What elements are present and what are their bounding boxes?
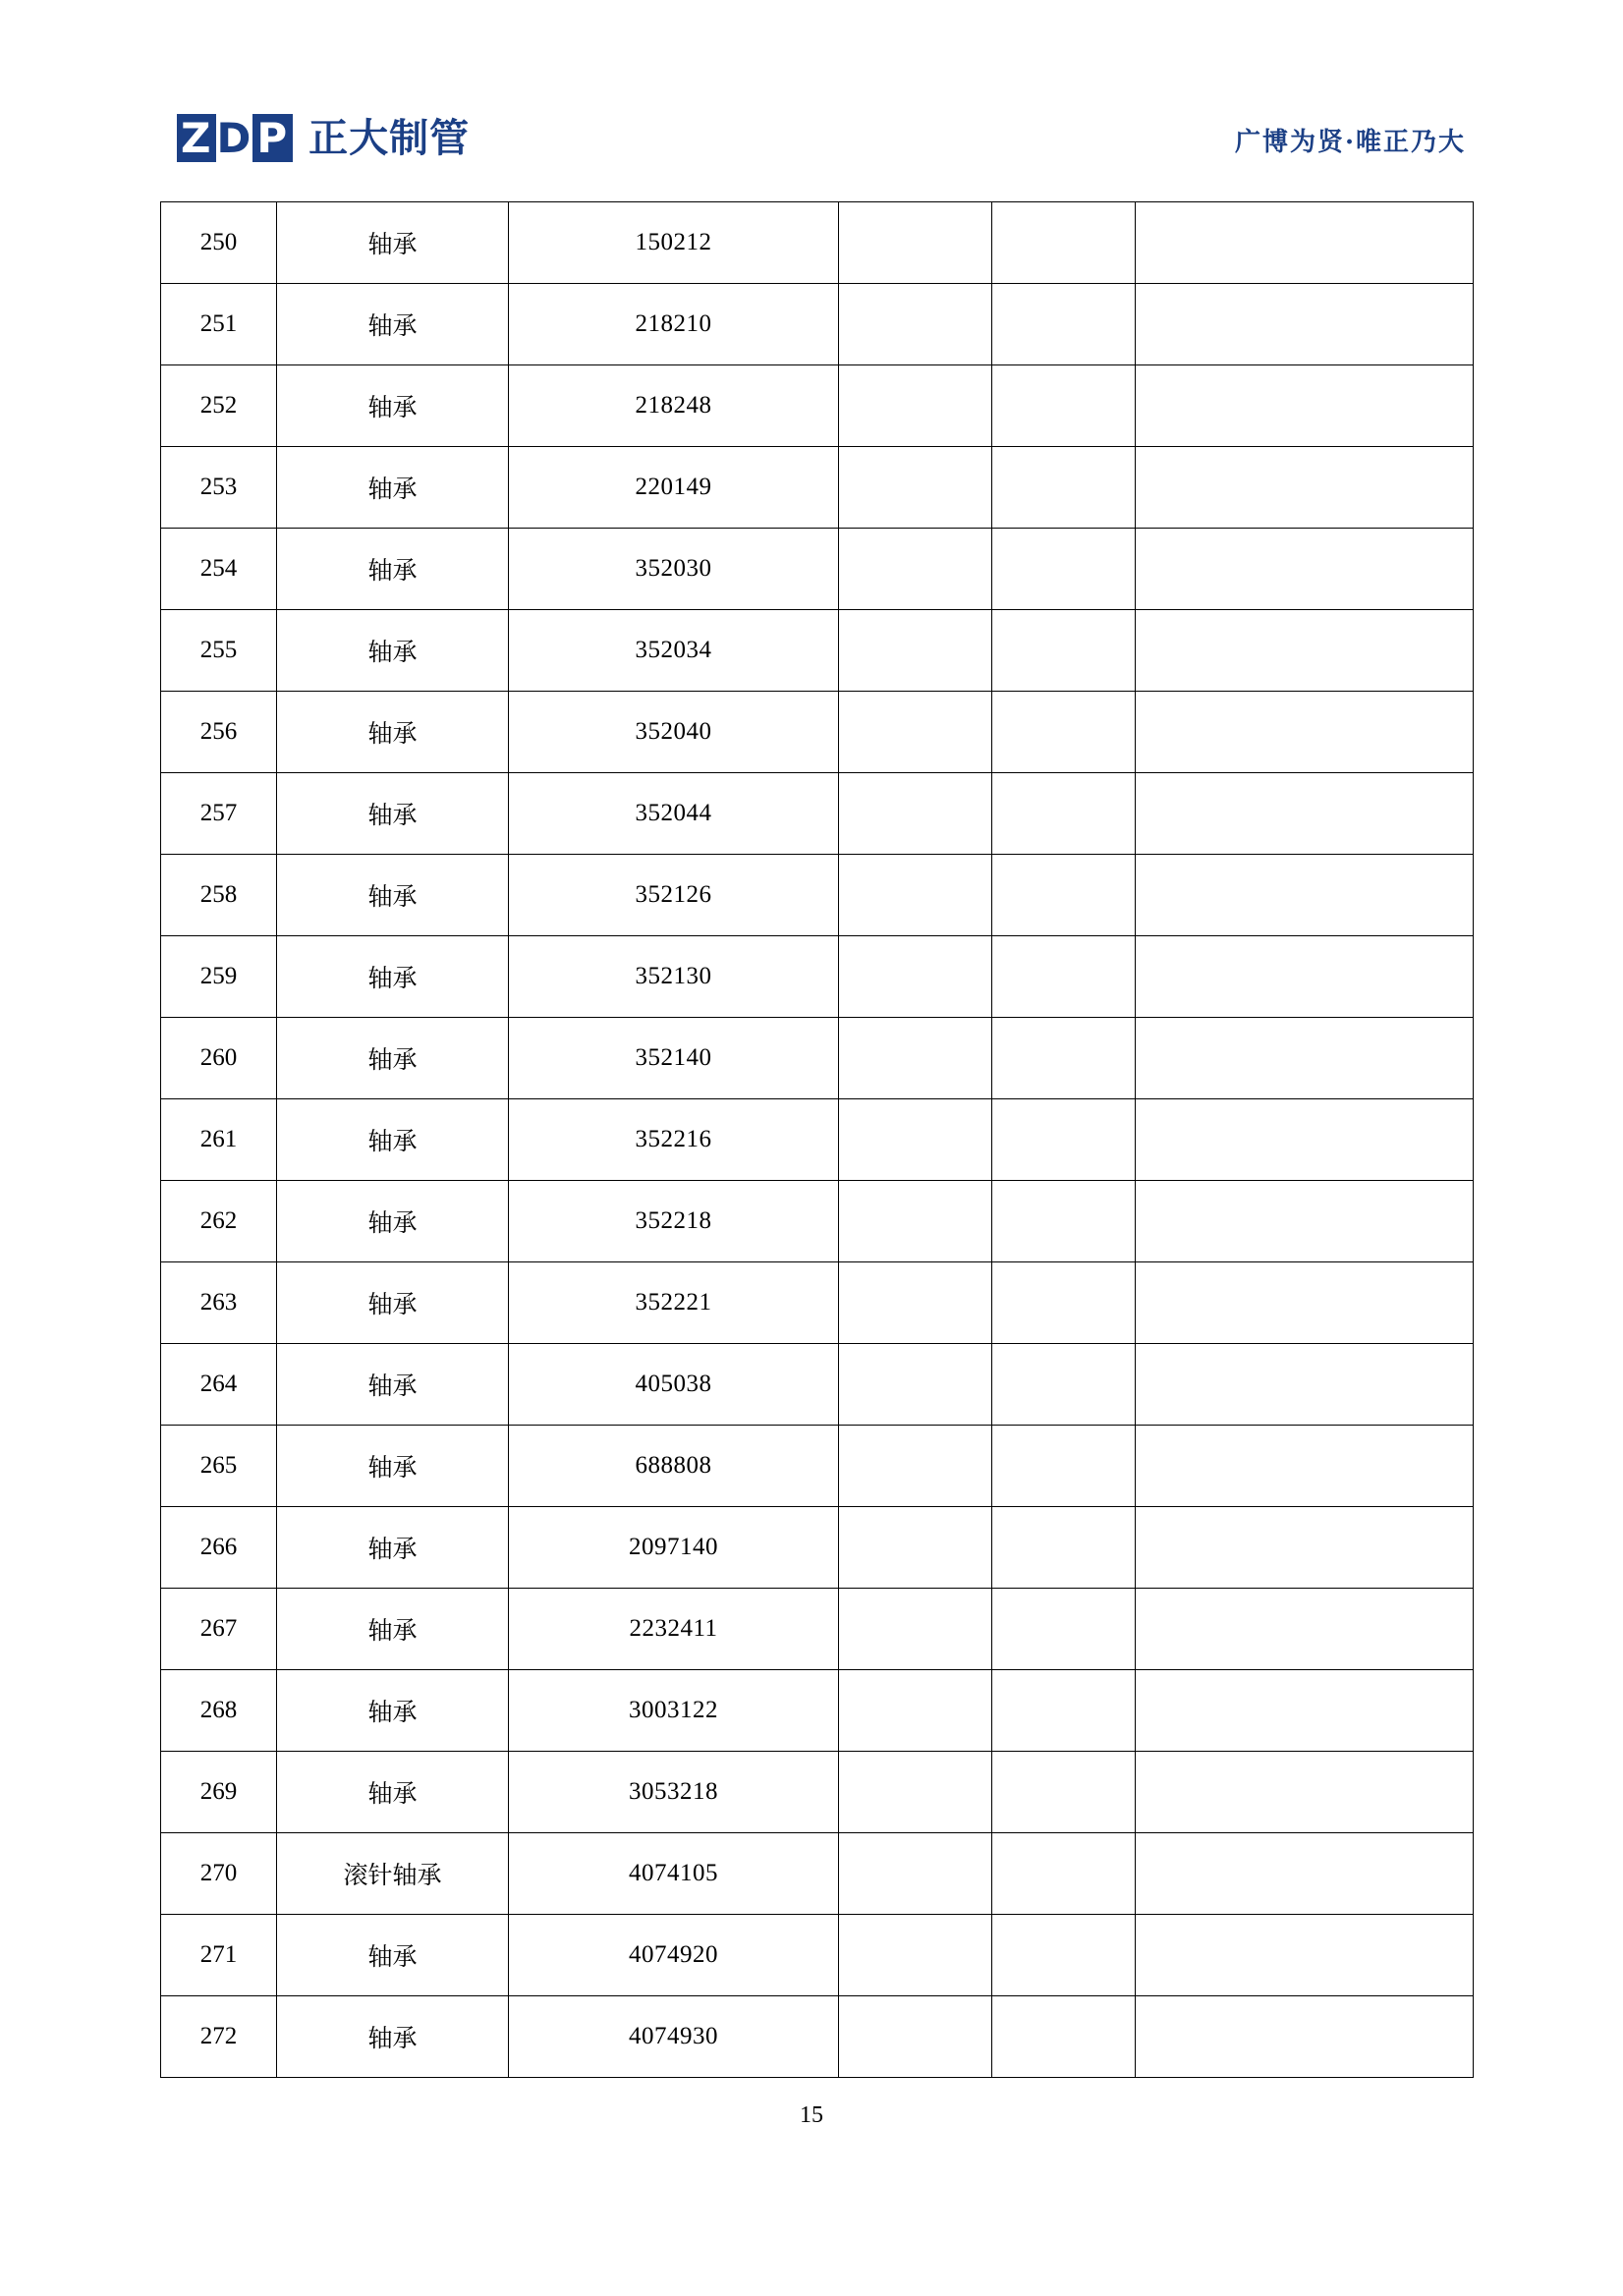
cell-note [1136, 1344, 1474, 1426]
cell-note [1136, 1670, 1474, 1752]
cell-index: 251 [161, 284, 277, 365]
table-row [161, 1996, 1474, 2078]
cell-index: 269 [161, 1752, 277, 1833]
logo-letter-z: Z [177, 114, 216, 162]
cell-col4 [839, 1344, 992, 1426]
cell-col4 [839, 1507, 992, 1589]
cell-index: 266 [161, 1507, 277, 1589]
cell-spec: 352130 [509, 936, 839, 1018]
cell-col4 [839, 1915, 992, 1996]
table-row [161, 529, 1474, 610]
cell-col4 [839, 1262, 992, 1344]
cell-col4 [839, 1099, 992, 1181]
cell-index: 258 [161, 855, 277, 936]
cell-spec: 352044 [509, 773, 839, 855]
table-row [161, 202, 1474, 284]
table-row [161, 1181, 1474, 1262]
table-row [161, 1426, 1474, 1507]
cell-col4 [839, 447, 992, 529]
cell-col5 [992, 1344, 1136, 1426]
cell-note [1136, 365, 1474, 447]
cell-note [1136, 284, 1474, 365]
table-row [161, 1018, 1474, 1099]
cell-index: 262 [161, 1181, 277, 1262]
cell-part-name: 滚针轴承 [277, 1833, 509, 1915]
cell-col4 [839, 1181, 992, 1262]
cell-index: 265 [161, 1426, 277, 1507]
cell-col4 [839, 692, 992, 773]
table-row [161, 1099, 1474, 1181]
cell-spec: 352040 [509, 692, 839, 773]
cell-col5 [992, 855, 1136, 936]
cell-col5 [992, 529, 1136, 610]
cell-part-name: 轴承 [277, 1752, 509, 1833]
cell-col5 [992, 447, 1136, 529]
page-number: 15 [800, 2102, 823, 2128]
cell-spec: 352140 [509, 1018, 839, 1099]
cell-note [1136, 1589, 1474, 1670]
cell-spec: 2097140 [509, 1507, 839, 1589]
table-row [161, 1833, 1474, 1915]
cell-spec: 352221 [509, 1262, 839, 1344]
cell-col5 [992, 610, 1136, 692]
cell-part-name: 轴承 [277, 1262, 509, 1344]
cell-part-name: 轴承 [277, 529, 509, 610]
company-logo [175, 116, 470, 161]
cell-spec: 2232411 [509, 1589, 839, 1670]
cell-index: 263 [161, 1262, 277, 1344]
logo-letter-p: P [252, 114, 293, 162]
cell-note [1136, 1833, 1474, 1915]
cell-index: 252 [161, 365, 277, 447]
cell-col4 [839, 529, 992, 610]
cell-col4 [839, 365, 992, 447]
cell-part-name: 轴承 [277, 202, 509, 284]
table-row [161, 1589, 1474, 1670]
cell-index: 257 [161, 773, 277, 855]
cell-note [1136, 773, 1474, 855]
cell-col5 [992, 1099, 1136, 1181]
cell-spec: 3053218 [509, 1752, 839, 1833]
cell-col5 [992, 1915, 1136, 1996]
table-row [161, 365, 1474, 447]
cell-note [1136, 692, 1474, 773]
cell-col4 [839, 1589, 992, 1670]
cell-index: 255 [161, 610, 277, 692]
table-row [161, 1262, 1474, 1344]
cell-note [1136, 447, 1474, 529]
cell-index: 261 [161, 1099, 277, 1181]
cell-note [1136, 610, 1474, 692]
cell-note [1136, 1262, 1474, 1344]
table-row [161, 284, 1474, 365]
cell-index: 250 [161, 202, 277, 284]
cell-index: 254 [161, 529, 277, 610]
cell-col5 [992, 284, 1136, 365]
cell-part-name: 轴承 [277, 1426, 509, 1507]
cell-index: 272 [161, 1996, 277, 2078]
cell-note [1136, 529, 1474, 610]
table-row [161, 936, 1474, 1018]
cell-spec: 4074920 [509, 1915, 839, 1996]
cell-spec: 150212 [509, 202, 839, 284]
table-row [161, 1670, 1474, 1752]
cell-col5 [992, 1752, 1136, 1833]
cell-spec: 352216 [509, 1099, 839, 1181]
cell-note [1136, 1915, 1474, 1996]
cell-note [1136, 1426, 1474, 1507]
cell-spec: 220149 [509, 447, 839, 529]
cell-col5 [992, 936, 1136, 1018]
cell-note [1136, 1181, 1474, 1262]
cell-part-name: 轴承 [277, 284, 509, 365]
cell-note [1136, 855, 1474, 936]
cell-index: 260 [161, 1018, 277, 1099]
page-footer [0, 2102, 1623, 2129]
cell-col4 [839, 1018, 992, 1099]
cell-col5 [992, 692, 1136, 773]
cell-note [1136, 1996, 1474, 2078]
table-row [161, 773, 1474, 855]
company-slogan: 广博为贤·唯正乃大 [1234, 128, 1466, 157]
cell-col4 [839, 1833, 992, 1915]
cell-part-name: 轴承 [277, 1507, 509, 1589]
cell-note [1136, 1507, 1474, 1589]
cell-index: 256 [161, 692, 277, 773]
cell-part-name: 轴承 [277, 1589, 509, 1670]
cell-spec: 352030 [509, 529, 839, 610]
cell-part-name: 轴承 [277, 1996, 509, 2078]
cell-spec: 3003122 [509, 1670, 839, 1752]
table-row [161, 1752, 1474, 1833]
cell-index: 267 [161, 1589, 277, 1670]
cell-index: 259 [161, 936, 277, 1018]
cell-col5 [992, 365, 1136, 447]
cell-note [1136, 202, 1474, 284]
cell-part-name: 轴承 [277, 773, 509, 855]
cell-part-name: 轴承 [277, 1344, 509, 1426]
cell-spec: 352034 [509, 610, 839, 692]
cell-spec: 218210 [509, 284, 839, 365]
table-row [161, 1344, 1474, 1426]
cell-note [1136, 936, 1474, 1018]
logo-letter-d: D [216, 114, 253, 162]
cell-note [1136, 1752, 1474, 1833]
cell-part-name: 轴承 [277, 936, 509, 1018]
cell-spec: 405038 [509, 1344, 839, 1426]
table-row [161, 1507, 1474, 1589]
cell-col4 [839, 1426, 992, 1507]
zdp-logo-icon [175, 116, 297, 161]
cell-part-name: 轴承 [277, 1915, 509, 1996]
table-row [161, 1915, 1474, 1996]
company-name: 正大制管 [308, 116, 471, 161]
cell-part-name: 轴承 [277, 1099, 509, 1181]
cell-note [1136, 1099, 1474, 1181]
cell-spec: 4074105 [509, 1833, 839, 1915]
cell-col4 [839, 855, 992, 936]
cell-col5 [992, 773, 1136, 855]
cell-col5 [992, 202, 1136, 284]
table-row [161, 447, 1474, 529]
cell-spec: 352218 [509, 1181, 839, 1262]
cell-part-name: 轴承 [277, 610, 509, 692]
cell-note [1136, 1018, 1474, 1099]
cell-part-name: 轴承 [277, 692, 509, 773]
cell-spec: 352126 [509, 855, 839, 936]
cell-spec: 688808 [509, 1426, 839, 1507]
cell-index: 264 [161, 1344, 277, 1426]
cell-col5 [992, 1589, 1136, 1670]
cell-col4 [839, 610, 992, 692]
parts-table-container [160, 201, 1467, 2078]
cell-part-name: 轴承 [277, 1670, 509, 1752]
cell-col5 [992, 1670, 1136, 1752]
cell-col4 [839, 284, 992, 365]
table-row [161, 610, 1474, 692]
cell-spec: 218248 [509, 365, 839, 447]
cell-part-name: 轴承 [277, 447, 509, 529]
cell-col5 [992, 1996, 1136, 2078]
page-header [175, 116, 1466, 185]
cell-col5 [992, 1181, 1136, 1262]
cell-part-name: 轴承 [277, 855, 509, 936]
cell-col4 [839, 1670, 992, 1752]
cell-part-name: 轴承 [277, 1018, 509, 1099]
cell-index: 268 [161, 1670, 277, 1752]
cell-col4 [839, 773, 992, 855]
cell-col5 [992, 1833, 1136, 1915]
cell-part-name: 轴承 [277, 1181, 509, 1262]
cell-col4 [839, 1752, 992, 1833]
cell-col4 [839, 936, 992, 1018]
table-row [161, 692, 1474, 773]
cell-index: 253 [161, 447, 277, 529]
cell-col5 [992, 1018, 1136, 1099]
parts-table [160, 201, 1474, 2078]
cell-col5 [992, 1262, 1136, 1344]
cell-col4 [839, 1996, 992, 2078]
cell-col4 [839, 202, 992, 284]
cell-col5 [992, 1507, 1136, 1589]
cell-index: 271 [161, 1915, 277, 1996]
cell-part-name: 轴承 [277, 365, 509, 447]
cell-index: 270 [161, 1833, 277, 1915]
table-row [161, 855, 1474, 936]
cell-col5 [992, 1426, 1136, 1507]
cell-spec: 4074930 [509, 1996, 839, 2078]
